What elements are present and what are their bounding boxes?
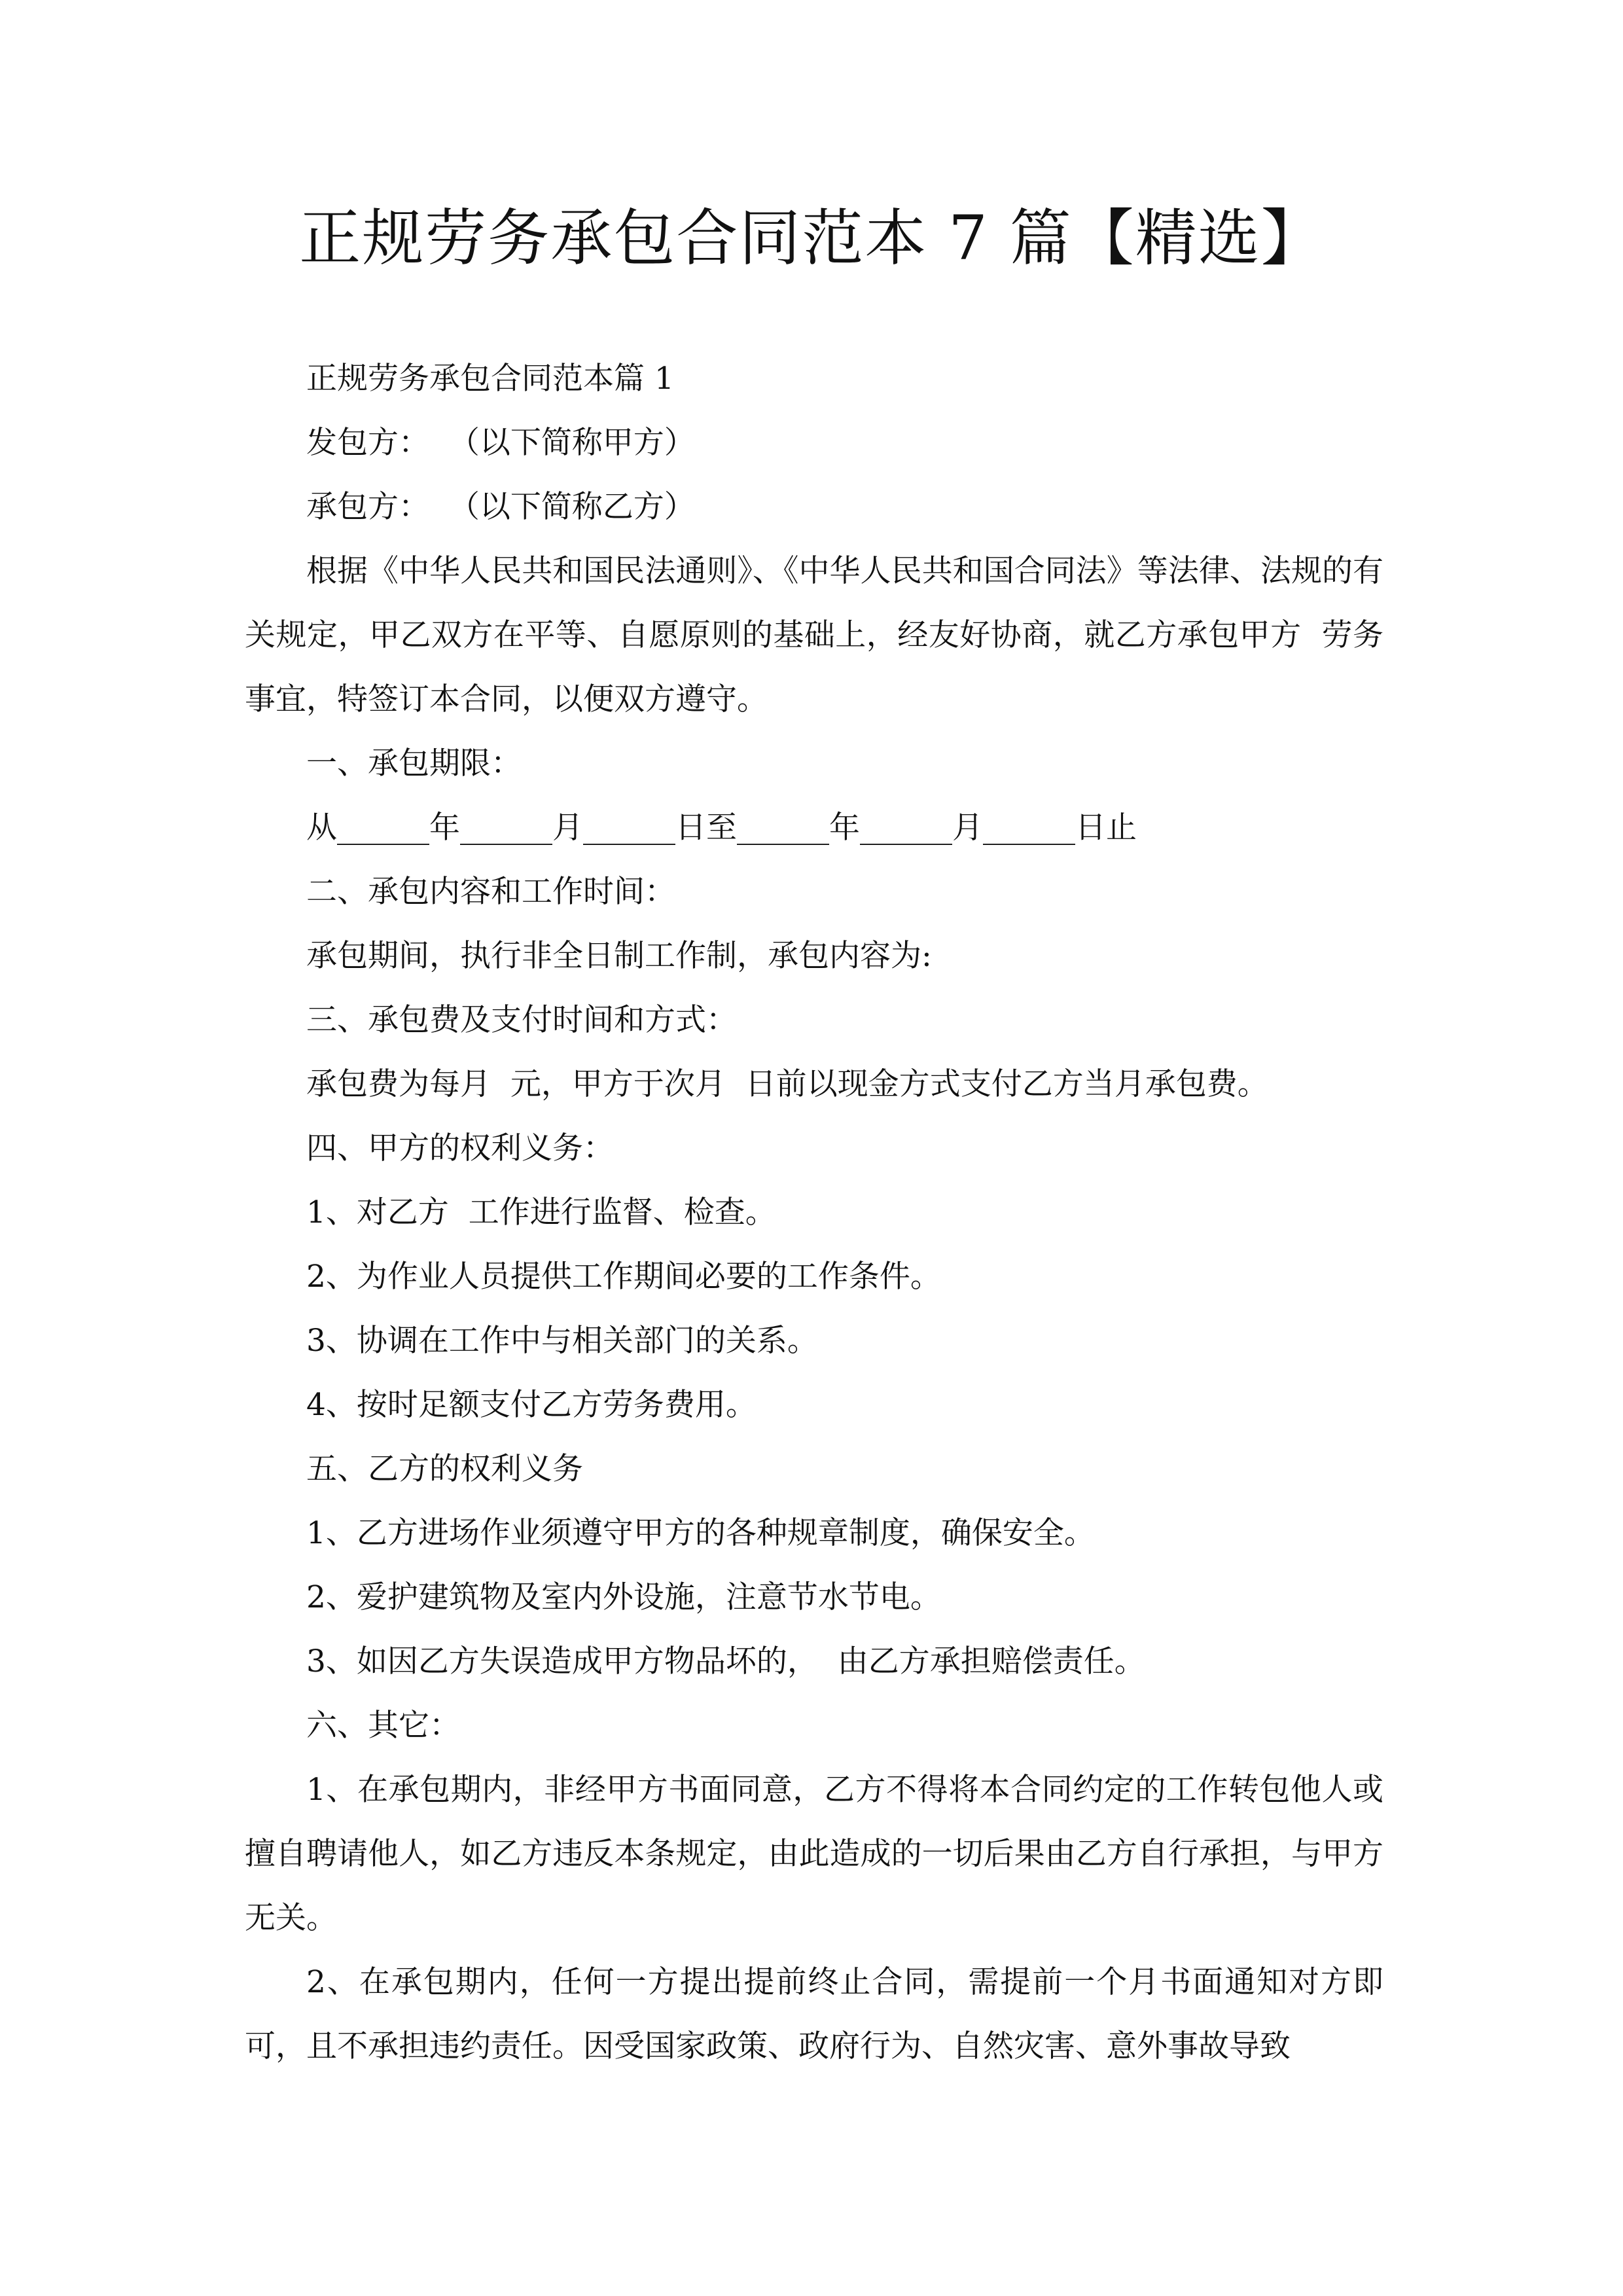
term-dates-line: 从______年______月______日至______年______月______日止 [306, 810, 1137, 846]
preamble-paragraph: 根据《中华人民共和国民法通则》、《中华人民共和国合同法》等法律、法规的有关规定，甲乙双方在平等、自愿原则的基础上，经友好协商，就乙方承包甲方 劳务事宜，特签订本合同，以便双方遵守。 [245, 553, 1383, 717]
document-body [245, 347, 1383, 2079]
clause-item: 2、爱护建筑物及室内外设施，注意节水节电。 [306, 1579, 941, 1615]
clause-heading: 三、承包费及支付时间和方式： [306, 1002, 737, 1038]
clause-text: 承包费为每月 元，甲方于次月 日前以现金方式支付乙方当月承包费。 [306, 1066, 1268, 1102]
clause-heading: 六、其它： [306, 1708, 460, 1744]
document-title: 正规劳务承包合同范本 7 篇【精选】 [299, 203, 1324, 274]
clause-item: 2、为作业人员提供工作期间必要的工作条件。 [306, 1259, 941, 1295]
clause-heading: 四、甲方的权利义务： [306, 1130, 614, 1166]
clause-item: 1、乙方进场作业须遵守甲方的各种规章制度，确保安全。 [306, 1515, 1095, 1551]
clause-item: 3、协调在工作中与相关部门的关系。 [306, 1323, 818, 1359]
clause-heading: 二、承包内容和工作时间： [306, 874, 675, 910]
clause-item: 1、在承包期内，非经甲方书面同意，乙方不得将本合同约定的工作转包他人或擅自聘请他人，如乙方违反本条规定，由此造成的一切后果由乙方自行承担，与甲方无关。 [245, 1772, 1383, 1936]
section-heading: 正规劳务承包合同范本篇 1 [306, 361, 674, 397]
clause-item: 1、对乙方 工作进行监督、检查。 [306, 1194, 776, 1230]
party-b-line: 承包方： （以下简称乙方） [306, 489, 695, 525]
clause-heading: 一、承包期限： [306, 745, 522, 781]
clause-item: 4、按时足额支付乙方劳务费用。 [306, 1387, 757, 1423]
clause-text: 承包期间，执行非全日制工作制，承包内容为: [306, 938, 932, 974]
clause-item: 2、在承包期内，任何一方提出提前终止合同，需提前一个月书面通知对方即可，且不承担违约责任。因受国家政策、政府行为、自然灾害、意外事故导致 [245, 1964, 1383, 2064]
clause-heading: 五、乙方的权利义务 [306, 1451, 583, 1487]
clause-item: 3、如因乙方失误造成甲方物品坏的， 由乙方承担赔偿责任。 [306, 1643, 1145, 1679]
party-a-line: 发包方： （以下简称甲方） [306, 425, 695, 461]
